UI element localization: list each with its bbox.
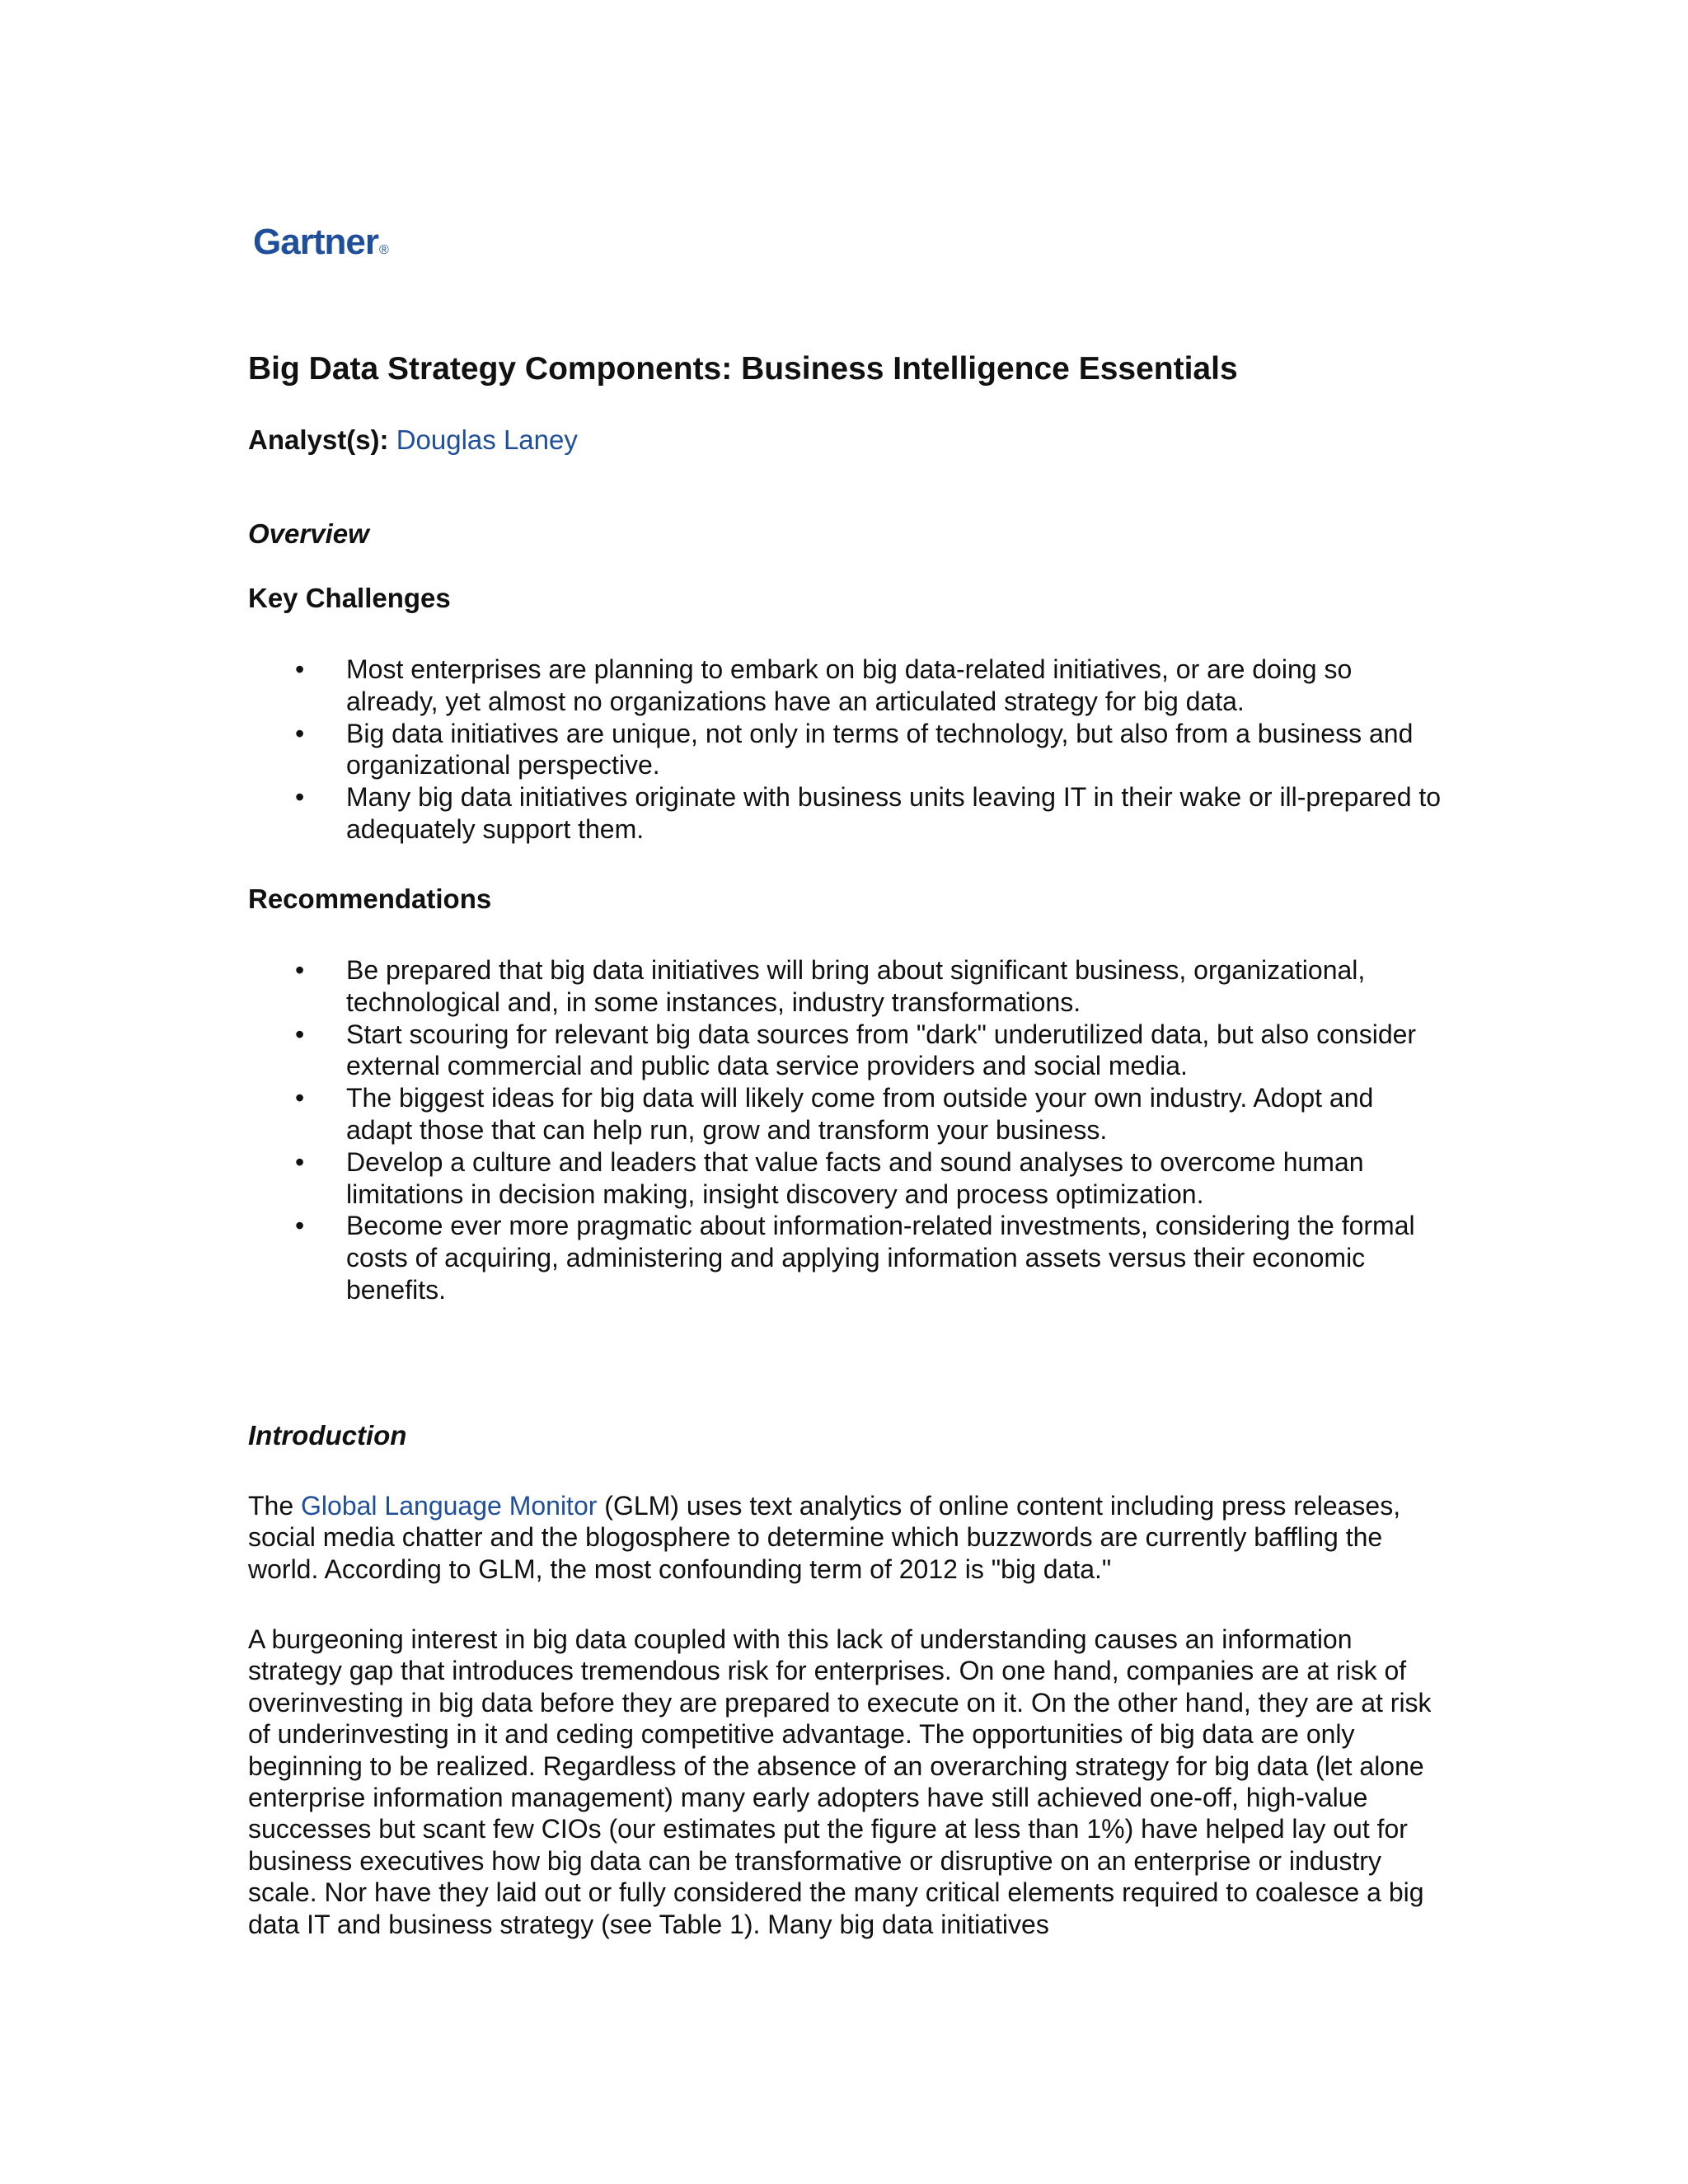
list-item [248,954,1443,1019]
registered-mark: ® [378,243,389,257]
list-item-text: Be prepared that big data initiatives will bring about significant business, organizational, technological and, in some instances, industry transformations. [346,955,1366,1017]
bullet: • [295,955,305,985]
list-item-text: Big data initiatives are unique, not only in terms of technology, but also from a business and organizational perspective. [346,718,1414,780]
recommendations-list [248,954,1443,1306]
bullet: • [295,1211,305,1241]
recommendations-heading: Recommendations [248,883,492,914]
analyst-line [248,424,578,457]
bullet: • [295,1146,305,1177]
gartner-logo [253,224,389,260]
bullet: • [295,654,305,684]
list-item [248,1082,1443,1146]
list-item [248,1146,1443,1211]
analyst-label: Analyst(s): [248,424,389,455]
list-item [248,1210,1443,1305]
introduction-heading: Introduction [248,1420,407,1451]
list-item-text: Many big data initiatives originate with business units leaving IT in their wake or ill-prepared to adequately support them. [346,782,1442,844]
document-title: Big Data Strategy Components: Business Intelligence Essentials [248,351,1238,387]
list-item [248,654,1443,718]
list-item-text: Start scouring for relevant big data sources from "dark" underutilized data, but also consider external commercial and public data service providers and social media. [346,1019,1417,1081]
logo-wordmark: Gartner [253,222,378,262]
list-item [248,781,1443,846]
overview-heading: Overview [248,518,369,549]
list-item [248,718,1443,782]
list-item-text: Develop a culture and leaders that value facts and sound analyses to overcome human limitations in decision making, insight discovery and process optimization. [346,1146,1364,1209]
list-item-text: Become ever more pragmatic about information-related investments, considering the formal costs of acquiring, administering and applying information assets versus their economic benefits. [346,1211,1415,1305]
analyst-name-link[interactable]: Douglas Laney [396,424,578,455]
key-challenges-heading: Key Challenges [248,583,451,613]
list-item-text: Most enterprises are planning to embark on big data-related initiatives, or are doing so already, yet almost no organizations have an articulated strategy for big data. [346,654,1353,716]
list-item-text: The biggest ideas for big data will likely come from outside your own industry. Adopt and adapt those that can help run, grow and transform your business. [346,1083,1374,1145]
bullet: • [295,1019,305,1049]
key-challenges-list [248,654,1443,846]
intro-p1-prefix: The [248,1491,302,1521]
intro-paragraph-2: A burgeoning interest in big data coupled with this lack of understanding causes an information strategy gap that introduces tremendous risk for enterprises. On one hand, companies are at risk of overinvesting in big data before they are prepared to execute on it. On the other hand, they are at risk of underinvesting in it and ceding competitive advantage. The opportunities of big data are only beginning to be realized. Regardless of the absence of an overarching strategy for big data (let alone enterprise information management) many early adopters have still achieved one-off, high-value successes but scant few CIOs (our estimates put the figure at less than 1%) have helped lay out for business executives how big data can be transformative or disruptive on an enterprise or industry scale. Nor have they laid out or fully considered the many critical elements required to coalesce a big data IT and business strategy (see Table 1). Many big data initiatives [248,1624,1432,1939]
bullet: • [295,1083,305,1113]
glm-link[interactable]: Global Language Monitor [301,1491,598,1521]
bullet: • [295,782,305,813]
bullet: • [295,718,305,748]
intro-paragraph-1 [248,1490,1451,1585]
list-item [248,1019,1443,1083]
intro-p1-text: (GLM) uses text analytics of online content including press releases, social media chatter and the blogosphere to determine which buzzwords are currently baffling the world. According to GLM, the most confounding term of 2012 is "big data." [248,1491,1401,1584]
